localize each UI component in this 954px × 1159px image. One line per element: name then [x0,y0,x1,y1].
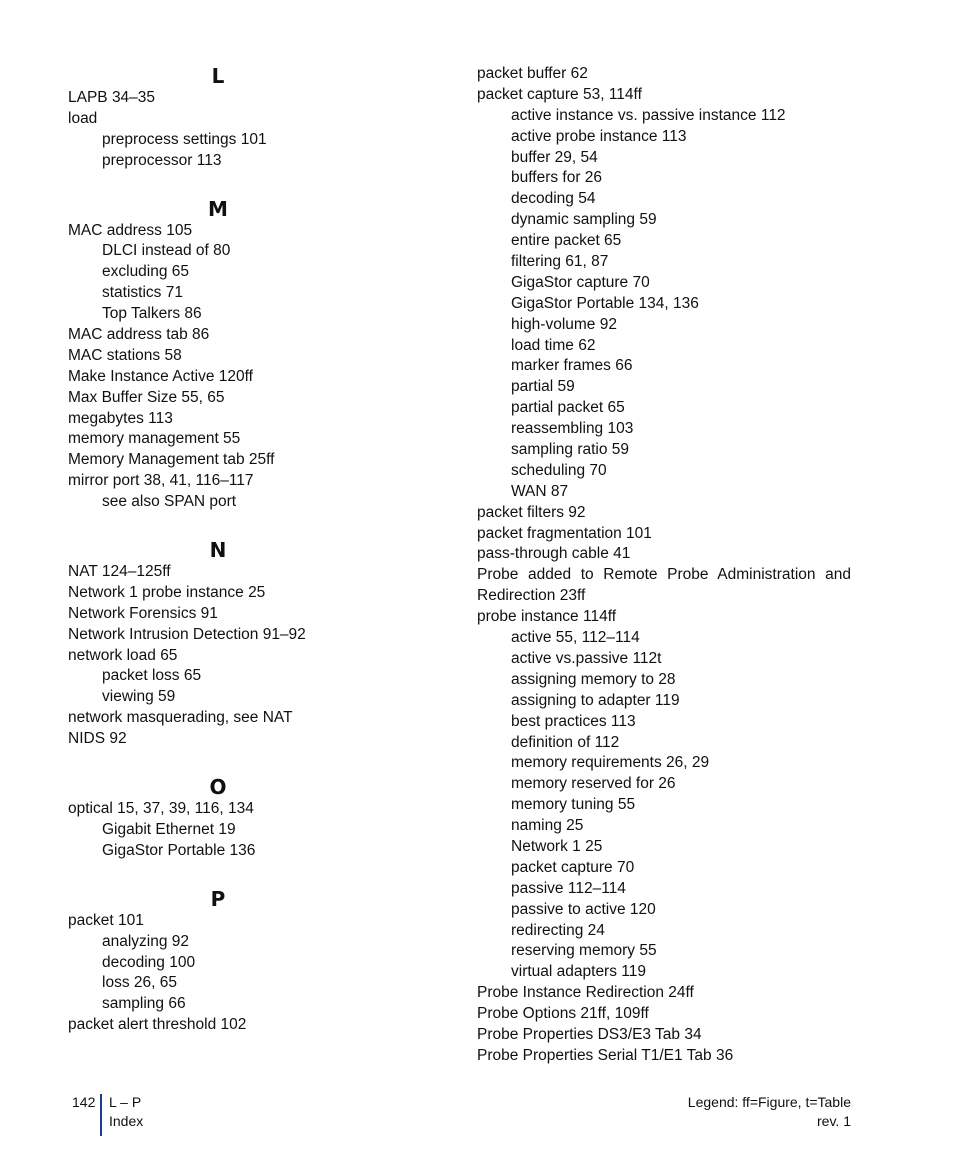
index-subentry: buffer 29, 54 [511,148,598,166]
index-entry: packet 101 [68,911,144,929]
index-subentry: load time 62 [511,336,596,354]
index-subentry: passive 112–114 [511,879,626,897]
page-number: 142 [72,1094,96,1110]
index-subentry: memory tuning 55 [511,796,636,814]
index-subentry: excluding 65 [102,263,190,281]
index-subentry: Top Talkers 86 [102,305,202,323]
index-subentry: sampling ratio 59 [511,441,630,459]
index-letter-heading: L [211,64,225,88]
index-entry: MAC address tab 86 [68,326,210,344]
index-subentry: partial 59 [511,378,575,396]
index-entry: load [68,109,98,127]
index-subentry: Gigabit Ethernet 19 [102,820,236,838]
index-subentry: active probe instance 113 [511,127,687,145]
index-subentry: analyzing 92 [102,932,190,950]
index-entry: Network 1 probe instance 25 [68,583,266,601]
index-subentry: high-volume 92 [511,315,617,333]
index-entry: megabytes 113 [68,409,173,427]
index-subentry: Network 1 25 [511,837,603,855]
index-subentry: memory requirements 26, 29 [511,754,710,772]
index-entry: probe instance 114ff [477,608,617,626]
index-subentry: decoding 100 [102,953,196,971]
index-entry: MAC address 105 [68,221,193,239]
index-entry: Probe Instance Redirection 24ff [477,984,694,1002]
index-entry: packet capture 53, 114ff [477,85,642,103]
index-entry: network load 65 [68,646,178,664]
index-entry: packet alert threshold 102 [68,1016,247,1034]
index-subentry: active instance vs. passive instance 112 [511,106,786,124]
index-entry: memory management 55 [68,430,241,448]
index-entry: packet fragmentation 101 [477,524,652,542]
index-letter-heading: N [209,538,227,563]
index-subentry: assigning memory to 28 [511,670,676,688]
index-subentry: DLCI instead of 80 [102,242,231,260]
index-entry: Make Instance Active 120ff [68,367,253,385]
index-subentry: loss 26, 65 [102,974,177,992]
index-letter-heading: M [208,196,228,221]
index-entry: Network Intrusion Detection 91–92 [68,625,306,643]
index-column-right [477,64,851,1067]
index-subentry: packet capture 70 [511,858,635,876]
index-subentry: preprocess settings 101 [102,130,267,148]
index-entry: Probe Properties DS3/E3 Tab 34 [477,1026,702,1043]
section-gap [68,750,368,774]
index-entry: Memory Management tab 25ff [68,451,275,469]
section-gap [68,172,368,196]
index-entry: NIDS 92 [68,730,127,748]
index-entry: optical 15, 37, 39, 116, 134 [68,800,254,818]
index-entry: mirror port 38, 41, 116–117 [68,472,254,490]
revision-text: rev. 1 [817,1113,851,1129]
index-entry: LAPB 34–35 [68,89,156,106]
index-subentry: assigning to adapter 119 [511,691,680,709]
index-subentry: GigaStor Portable 134, 136 [511,294,699,312]
index-subentry: GigaStor Portable 136 [102,841,256,859]
index-entry: Max Buffer Size 55, 65 [68,388,225,406]
index-subentry: reassembling 103 [511,420,634,438]
index-entry: Network Forensics 91 [68,604,218,622]
index-column-left [68,64,368,1036]
section-name: Index [109,1113,144,1129]
index-subentry: naming 25 [511,817,584,835]
index-subentry: viewing 59 [102,688,176,706]
index-entry: MAC stations 58 [68,346,182,364]
legend-text: Legend: ff=Figure, t=Table [687,1094,851,1110]
index-subentry: definition of 112 [511,733,620,751]
index-entry: network masquerading, see NAT [68,709,293,727]
index-subentry: best practices 113 [511,712,636,730]
footer-legend [688,1093,851,1131]
index-subentry: redirecting 24 [511,921,605,939]
index-subentry: passive to active 120 [511,900,656,918]
index-subentry: scheduling 70 [511,461,607,479]
index-entry: packet buffer 62 [477,65,588,82]
index-subentry: preprocessor 113 [102,151,222,169]
section-range: L – P [109,1094,142,1110]
index-subentry: memory reserved for 26 [511,775,676,793]
index-subentry: sampling 66 [102,995,186,1013]
index-entry: Probe Properties Serial T1/E1 Tab 36 [477,1046,734,1064]
index-subentry: buffers for 26 [511,169,603,187]
index-subentry: marker frames 66 [511,357,633,375]
index-subentry: active vs.passive 112t [511,649,662,667]
index-subentry: entire packet 65 [511,232,622,250]
section-gap [68,862,368,886]
index-subentry: virtual adapters 119 [511,963,646,981]
index-subentry: reserving memory 55 [511,942,657,960]
index-letter-heading: O [209,775,227,800]
index-entry: pass-through cable 41 [477,545,631,563]
index-subentry: decoding 54 [511,190,596,208]
index-subentry: filtering 61, 87 [511,253,609,271]
index-subentry: active 55, 112–114 [511,629,640,647]
index-entry: Probe Options 21ff, 109ff [477,1005,649,1023]
index-entry: packet filters 92 [477,503,586,521]
index-letter-heading: P [210,886,226,911]
index-subentry: dynamic sampling 59 [511,211,657,229]
index-subentry: statistics 71 [102,284,183,302]
index-entry: Probe added to Remote Probe Administration and Redirection 23ff [477,566,851,605]
footer-section [109,1093,143,1131]
index-entry: NAT 124–125ff [68,563,171,581]
index-subentry: packet loss 65 [102,667,202,685]
section-gap [68,513,368,537]
index-subentry: see also SPAN port [102,493,237,511]
footer-divider [100,1094,102,1136]
index-subentry: GigaStor capture 70 [511,273,650,291]
index-subentry: partial packet 65 [511,399,625,417]
index-subentry: WAN 87 [511,482,569,500]
